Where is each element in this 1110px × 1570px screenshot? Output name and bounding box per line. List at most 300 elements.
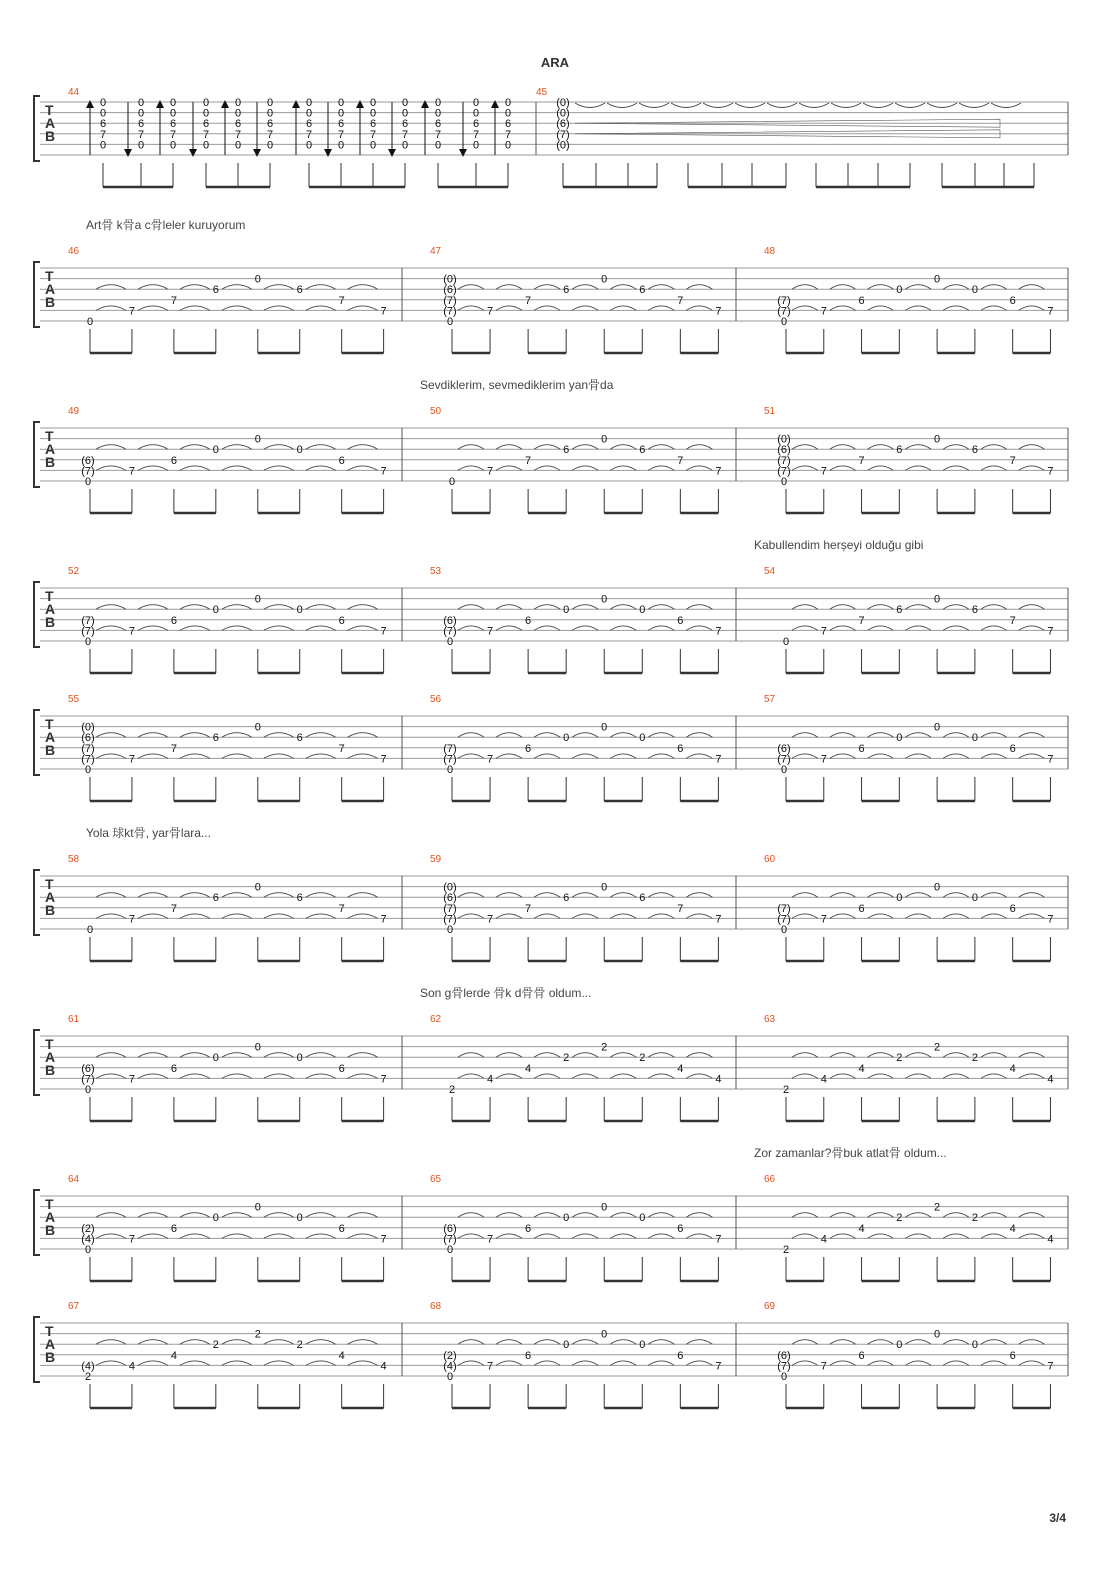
fret-number: 0 [254, 721, 261, 734]
tie-arc [348, 466, 378, 471]
fret-number: 6 [525, 1222, 532, 1235]
tie-arc [1019, 605, 1045, 610]
tab-clef-letter: T [45, 588, 54, 604]
tie-arc [943, 1340, 969, 1345]
system-bracket [34, 870, 40, 935]
fret-number: 0 [780, 924, 788, 936]
tab-staff [34, 262, 1068, 327]
fret-number: 7 [715, 1233, 722, 1246]
tie-arc [943, 733, 969, 738]
fret-number: 0 [212, 1212, 219, 1225]
fret-number: 7 [820, 1360, 827, 1373]
tie-arc [264, 445, 294, 450]
tie-arc [348, 605, 378, 610]
tie-arc [610, 1053, 636, 1058]
tie-arc [534, 626, 560, 631]
fret-number: 0 [254, 881, 261, 894]
tab-clef-letter: B [45, 294, 56, 310]
tab-staff [34, 1030, 1068, 1095]
tie-arc [943, 306, 969, 311]
tie-arc [686, 893, 712, 898]
tie-arc [222, 1361, 252, 1366]
fret-number: 7 [715, 753, 722, 766]
fret-number: 7 [170, 902, 177, 915]
fret-number: (6) [443, 614, 457, 627]
fret-number: 7 [486, 305, 494, 318]
tie-arc [458, 754, 484, 759]
tie-arc [1019, 1053, 1045, 1058]
fret-number: (0) [81, 721, 95, 734]
tab-clef-letter: T [45, 716, 54, 732]
fret-number: 7 [472, 128, 480, 141]
tie-arc [96, 466, 126, 471]
fret-number: (7) [443, 625, 457, 638]
fret-number: 2 [639, 1052, 646, 1065]
tie-arc [496, 445, 522, 450]
fret-number: 0 [84, 476, 92, 488]
tie-arc [905, 285, 931, 290]
fret-number: (7) [777, 454, 791, 467]
tab-clef-letter: B [45, 1349, 56, 1365]
tie-arc [496, 914, 522, 919]
fret-number: 7 [234, 128, 242, 141]
fret-number: 6 [338, 454, 345, 467]
fret-number: 0 [601, 721, 608, 734]
fret-number: 6 [971, 444, 978, 457]
fret-number: 7 [380, 305, 387, 318]
measure-number: 62 [430, 1014, 442, 1025]
fret-number: 0 [934, 433, 941, 446]
tie-arc [348, 1213, 378, 1218]
tie-arc [792, 1074, 818, 1079]
fret-number: (7) [777, 305, 791, 318]
fret-number: 6 [434, 118, 442, 131]
tab-clef-letter: T [45, 1196, 54, 1212]
fret-number: 7 [1047, 913, 1054, 926]
fret-number: 0 [254, 1041, 261, 1054]
fret-number: 7 [128, 913, 136, 926]
fret-number: 6 [296, 284, 303, 297]
tie-arc [264, 1361, 294, 1366]
tie-arc [222, 445, 252, 450]
fret-number: 4 [858, 1222, 865, 1235]
fret-number: 0 [472, 139, 480, 152]
tie-arc [138, 306, 168, 311]
fret-number: 2 [971, 1052, 978, 1065]
fret-number: 2 [448, 1084, 456, 1096]
tie-arc [981, 893, 1007, 898]
measure-number: 66 [764, 1174, 776, 1185]
strum-arrowhead [491, 100, 499, 108]
measure-number: 52 [68, 566, 80, 577]
tie-arc [686, 1361, 712, 1366]
tie-arc [792, 914, 818, 919]
fret-number: 0 [639, 604, 646, 617]
tie-arc [180, 1361, 210, 1366]
tab-staff [34, 710, 1068, 775]
tie-arc [830, 914, 856, 919]
tie-arc [905, 1340, 931, 1345]
tie-arc [264, 733, 294, 738]
measure-number: 69 [764, 1301, 776, 1312]
tie-arc [767, 103, 797, 108]
tie-arc [686, 466, 712, 471]
fret-number: 7 [1047, 465, 1054, 478]
tie-arc [180, 754, 210, 759]
fret-number: 7 [486, 625, 494, 638]
measure-number: 48 [764, 246, 776, 257]
strum-arrowhead [221, 100, 229, 108]
tie-arc [610, 626, 636, 631]
tab-clef-letter: B [45, 128, 56, 144]
fret-number: (7) [777, 913, 791, 926]
tie-arc [306, 754, 336, 759]
tie-arc [222, 893, 252, 898]
system-bracket [34, 422, 40, 487]
tie-arc [792, 605, 818, 610]
fret-number: 6 [677, 1222, 684, 1235]
fret-number: 6 [896, 604, 903, 617]
tie-arc [868, 626, 894, 631]
fret-number: (4) [81, 1233, 95, 1246]
tie-arc [264, 285, 294, 290]
tie-arc [792, 1340, 818, 1345]
fret-number: 7 [820, 753, 827, 766]
tie-arc [180, 1074, 210, 1079]
fret-number: 4 [677, 1062, 684, 1075]
fret-number: 0 [234, 97, 242, 109]
tie-arc [686, 1213, 712, 1218]
tie-arc [138, 1340, 168, 1345]
tie-arc [868, 1234, 894, 1239]
tie-arc [180, 605, 210, 610]
measure-number: 44 [68, 87, 80, 98]
fret-number: 4 [486, 1073, 494, 1086]
fret-number: 0 [212, 1052, 219, 1065]
tie-arc [496, 1234, 522, 1239]
fret-number: (7) [777, 465, 791, 478]
tie-arc [348, 1340, 378, 1345]
tie-arc [868, 914, 894, 919]
fret-number: 7 [202, 128, 210, 141]
fret-number: 0 [169, 97, 177, 109]
measure-number: 61 [68, 1014, 80, 1025]
measure-number: 49 [68, 406, 80, 417]
fret-number: 0 [86, 316, 94, 328]
tie-arc [1019, 285, 1045, 290]
fret-number: 2 [782, 1084, 790, 1096]
fret-number: (4) [443, 1360, 457, 1373]
tie-arc [306, 1053, 336, 1058]
tab-clef-letter: T [45, 876, 54, 892]
tie-arc [96, 754, 126, 759]
tie-arc [138, 626, 168, 631]
tie-arc [348, 733, 378, 738]
fret-number: 4 [525, 1062, 532, 1075]
measure-number: 50 [430, 406, 442, 417]
tie-arc [306, 445, 336, 450]
fret-number: 7 [380, 1233, 387, 1246]
fret-number: 0 [971, 732, 978, 745]
tie-arc [222, 1340, 252, 1345]
tie-arc [648, 306, 674, 311]
fret-number: 0 [84, 1244, 92, 1256]
tie-arc [306, 605, 336, 610]
tie-arc [830, 1213, 856, 1218]
fret-number: 4 [715, 1073, 722, 1086]
fret-number: 0 [369, 97, 377, 109]
tie-arc [222, 914, 252, 919]
fret-number: 0 [780, 764, 788, 776]
fret-number: 6 [338, 1222, 345, 1235]
fret-number: (7) [81, 742, 95, 755]
fret-number: 2 [296, 1339, 303, 1352]
tie-arc [868, 466, 894, 471]
tie-arc [572, 1213, 598, 1218]
tie-arc [830, 1053, 856, 1058]
tie-arc [496, 1340, 522, 1345]
tie-arc [610, 466, 636, 471]
tie-arc [905, 754, 931, 759]
tie-arc [610, 1074, 636, 1079]
measure-number: 59 [430, 854, 442, 865]
tie-arc [610, 893, 636, 898]
tie-arc [868, 1053, 894, 1058]
tie-arc [905, 914, 931, 919]
tie-arc [607, 103, 637, 108]
fret-number: 0 [780, 476, 788, 488]
tie-arc [534, 445, 560, 450]
fret-number: 7 [338, 902, 345, 915]
tie-arc [868, 605, 894, 610]
tie-arc [534, 285, 560, 290]
fret-number: 6 [234, 118, 242, 131]
tie-arc [981, 914, 1007, 919]
fret-number: 0 [202, 107, 210, 120]
tie-arc [306, 1234, 336, 1239]
fret-number: 7 [380, 465, 387, 478]
tie-arc [458, 605, 484, 610]
fret-number: 0 [563, 732, 570, 745]
tie-arc [610, 1234, 636, 1239]
fret-number: 7 [1047, 305, 1054, 318]
tie-arc [496, 733, 522, 738]
tie-arc [1019, 626, 1045, 631]
fret-number: 6 [170, 454, 177, 467]
fret-number: (2) [443, 1349, 457, 1362]
tie-arc [792, 445, 818, 450]
tie-arc [610, 445, 636, 450]
tie-arc [686, 1340, 712, 1345]
tie-arc [458, 1213, 484, 1218]
tie-arc [981, 466, 1007, 471]
tie-arc [306, 733, 336, 738]
tie-arc [458, 1361, 484, 1366]
fret-number: 7 [486, 753, 494, 766]
tie-arc [868, 445, 894, 450]
tab-clef-letter: B [45, 614, 56, 630]
tie-arc [735, 103, 765, 108]
fret-number: (7) [777, 1360, 791, 1373]
tie-arc [458, 306, 484, 311]
tie-arc [1019, 914, 1045, 919]
strum-arrowhead [421, 100, 429, 108]
tab-staff [34, 870, 1068, 935]
tie-arc [180, 1234, 210, 1239]
tie-arc [792, 1053, 818, 1058]
tie-arc [830, 893, 856, 898]
tie-arc [138, 605, 168, 610]
fret-number: 6 [858, 742, 865, 755]
lyric-line: Sevdiklerim, sevmediklerim yan骨da [420, 378, 614, 392]
tie-arc [648, 1340, 674, 1345]
tab-clef-letter: A [45, 601, 56, 617]
tie-arc [138, 1213, 168, 1218]
tie-arc [686, 914, 712, 919]
fret-number: 0 [472, 97, 480, 109]
tie-arc [264, 754, 294, 759]
tie-arc [981, 754, 1007, 759]
tie-arc [981, 1234, 1007, 1239]
fret-number: 0 [780, 316, 788, 328]
tie-arc [830, 466, 856, 471]
fret-number: 7 [266, 128, 274, 141]
strum-arrowhead [189, 149, 197, 157]
tab-clef-letter: A [45, 441, 56, 457]
tie-arc [648, 914, 674, 919]
fret-number: 7 [677, 454, 684, 467]
fret-number: (7) [443, 753, 457, 766]
fret-number: 0 [99, 97, 107, 109]
tie-arc [981, 605, 1007, 610]
fret-number: 6 [563, 892, 570, 905]
fret-number: 0 [137, 107, 145, 120]
fret-number: 0 [780, 1371, 788, 1383]
fret-number: 0 [446, 764, 454, 776]
tie-arc [1019, 306, 1045, 311]
fret-number: (6) [81, 454, 95, 467]
measure-number: 57 [764, 694, 776, 705]
fret-number: 0 [934, 593, 941, 606]
fret-number: 7 [128, 625, 136, 638]
tie-arc [264, 1340, 294, 1345]
tie-arc [610, 914, 636, 919]
fret-number: 7 [486, 1360, 494, 1373]
fret-number: 0 [234, 107, 242, 120]
fret-number: 6 [337, 118, 345, 131]
tie-arc [792, 733, 818, 738]
fret-number: 7 [338, 742, 345, 755]
fret-number: 7 [169, 128, 177, 141]
tie-arc [138, 466, 168, 471]
tie-arc [905, 1361, 931, 1366]
fret-number: (7) [777, 294, 791, 307]
fret-number: 6 [296, 732, 303, 745]
tie-arc [96, 1234, 126, 1239]
system-bracket [34, 1190, 40, 1255]
tab-clef-letter: A [45, 889, 56, 905]
fret-number: 4 [858, 1062, 865, 1075]
tie-arc [534, 306, 560, 311]
fret-number: (6) [443, 284, 457, 297]
fret-number: 4 [820, 1233, 827, 1246]
fret-number: (7) [81, 465, 95, 478]
tie-arc [799, 103, 829, 108]
tie-arc [496, 754, 522, 759]
lyric-line: Kabullendim herșeyi olduğu gibi [754, 538, 924, 552]
fret-number: 7 [715, 913, 722, 926]
tie-arc [830, 285, 856, 290]
fret-number: 0 [446, 1244, 454, 1256]
tie-arc [943, 754, 969, 759]
tie-arc [572, 1074, 598, 1079]
fret-number: (6) [777, 742, 791, 755]
tie-arc [1019, 445, 1045, 450]
tie-arc [534, 1213, 560, 1218]
fret-number: 7 [525, 454, 532, 467]
fret-number: 0 [99, 107, 107, 120]
tie-arc [458, 1340, 484, 1345]
tie-arc [648, 1053, 674, 1058]
tie-arc [222, 754, 252, 759]
measure-number: 56 [430, 694, 442, 705]
tie-arc [306, 893, 336, 898]
tie-arc [180, 733, 210, 738]
measure-number: 58 [68, 854, 80, 865]
fret-number: 0 [296, 1212, 303, 1225]
tie-arc [943, 1053, 969, 1058]
fret-number: 0 [934, 273, 941, 286]
tie-arc [496, 893, 522, 898]
tab-clef-letter: A [45, 1209, 56, 1225]
tie-arc [648, 445, 674, 450]
fret-number: 6 [639, 892, 646, 905]
fret-number: 2 [971, 1212, 978, 1225]
fret-number: 0 [337, 107, 345, 120]
tie-arc [868, 306, 894, 311]
tie-arc [306, 914, 336, 919]
fret-number: (7) [81, 625, 95, 638]
tab-clef-letter: A [45, 729, 56, 745]
tie-arc [458, 466, 484, 471]
tie-arc [306, 1340, 336, 1345]
fret-number: (2) [81, 1222, 95, 1235]
tie-arc [959, 103, 989, 108]
system-bracket [34, 582, 40, 647]
fret-number: 0 [601, 881, 608, 894]
fret-number: 7 [820, 625, 827, 638]
measure-number: 46 [68, 246, 80, 257]
tie-arc [180, 306, 210, 311]
fret-number: 6 [525, 614, 532, 627]
strum-arrowhead [86, 100, 94, 108]
fret-number: (7) [443, 305, 457, 318]
fret-number: (7) [81, 1073, 95, 1086]
tie-arc [572, 605, 598, 610]
strum-arrowhead [388, 149, 396, 157]
fret-number: 7 [486, 1233, 494, 1246]
tie-arc [534, 893, 560, 898]
tie-arc [306, 285, 336, 290]
fret-number: 0 [86, 924, 94, 936]
fret-number: 0 [296, 444, 303, 457]
fret-number: 7 [170, 742, 177, 755]
fret-number: 7 [525, 902, 532, 915]
tie-arc [686, 1234, 712, 1239]
tab-clef-letter: B [45, 902, 56, 918]
fret-number: 0 [446, 924, 454, 936]
tie-arc [572, 626, 598, 631]
